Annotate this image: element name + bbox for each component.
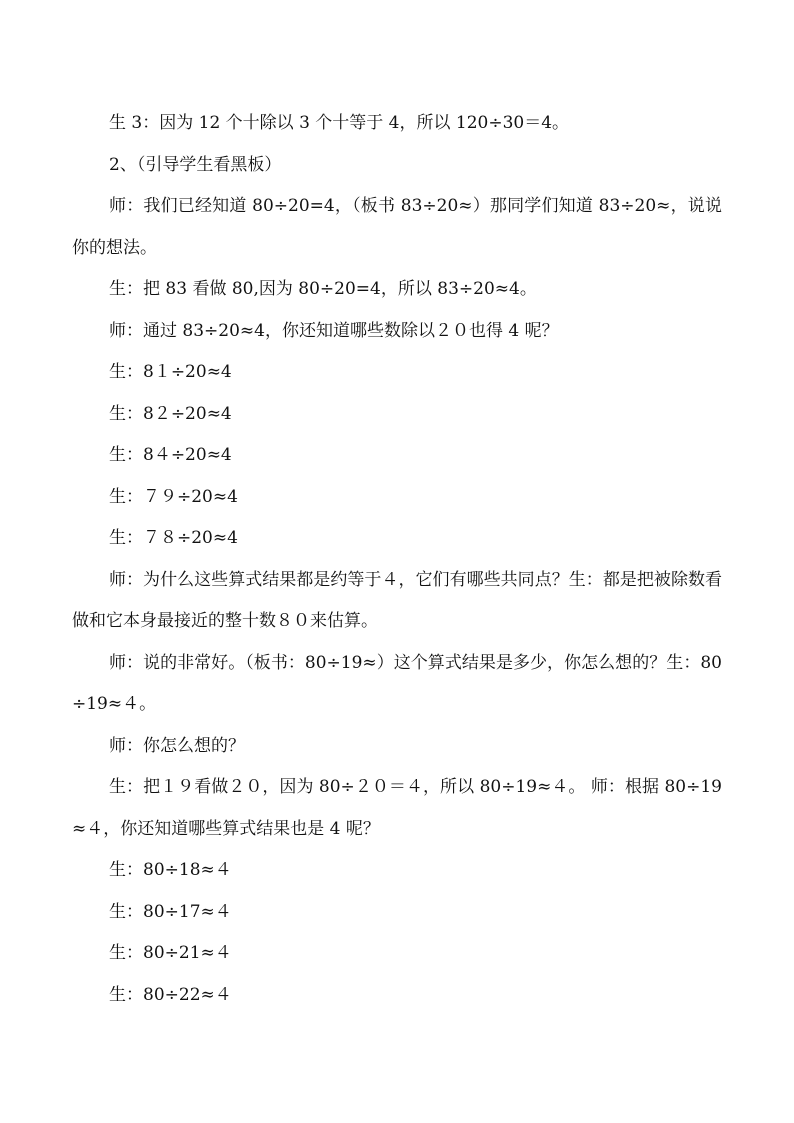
paragraph: 生：把１９看做２０，因为 80÷２０＝４，所以 80÷19≈４。 师：根据 80÷19≈４，你还知道哪些算式结果也是 4 呢？	[72, 777, 722, 839]
paragraph: 生：把 83 看做 80,因为 80÷20=4，所以 83÷20≈4。	[109, 279, 537, 299]
paragraph: 生：７９÷20≈4	[109, 486, 238, 507]
paragraph: 生：80÷22≈４	[109, 984, 232, 1005]
paragraph: 生：80÷21≈４	[109, 943, 232, 963]
paragraph: 师：我们已经知道 80÷20=4，（板书 83÷20≈）那同学们知道 83÷20≈，说说你的想法。	[72, 196, 722, 258]
paragraph: 生：8１÷20≈4	[109, 362, 232, 382]
document-body	[72, 103, 722, 1016]
paragraph: 师：通过 83÷20≈4，你还知道哪些数除以２０也得 4 呢？	[109, 320, 559, 341]
paragraph: 生：７８÷20≈4	[109, 528, 238, 548]
paragraph: 生：8４÷20≈4	[109, 445, 232, 465]
paragraph: 生：8２÷20≈4	[109, 403, 232, 424]
paragraph: 生 3：因为 12 个十除以 3 个十等于 4，所以 120÷30＝4。	[109, 113, 570, 133]
paragraph: 生：80÷18≈４	[109, 860, 232, 880]
paragraph: 师：为什么这些算式结果都是约等于４，它们有哪些共同点？生：都是把被除数看做和它本身最接近的整十数８０来估算。	[72, 569, 722, 631]
paragraph: 2、（引导学生看黑板）	[109, 154, 282, 175]
paragraph: 师：你怎么想的？	[109, 735, 245, 756]
paragraph: 生：80÷17≈４	[109, 901, 232, 922]
paragraph: 师：说的非常好。（板书：80÷19≈）这个算式结果是多少，你怎么想的？生：80÷19≈４。	[72, 652, 722, 714]
